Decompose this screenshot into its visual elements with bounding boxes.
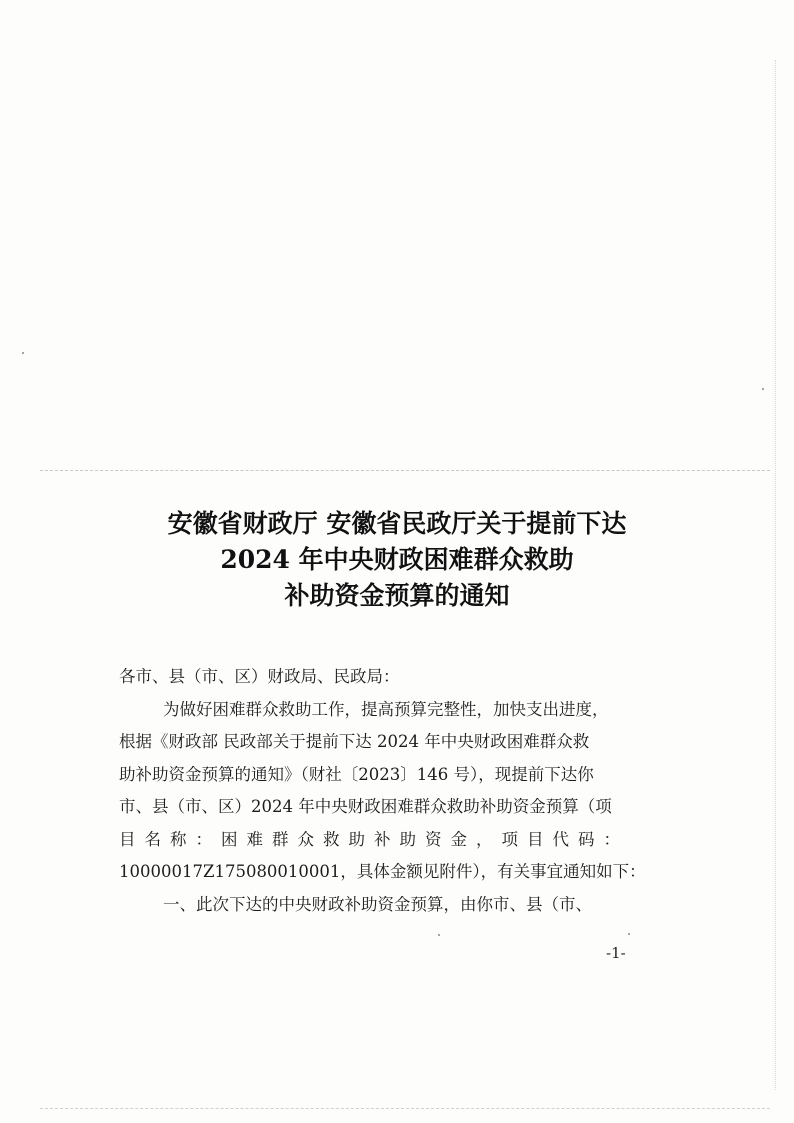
body-line-4: 市、县（市、区）2024 年中央财政困难群众救助补助资金预算（项 <box>119 797 612 816</box>
scan-speck <box>22 352 24 354</box>
scan-artifact-line <box>40 470 770 471</box>
body-line-5: 目名称：困难群众救助补助资金，项目代码： <box>119 829 629 849</box>
page-number: -1- <box>606 944 626 962</box>
body-line-6: 10000017Z175080010001，具体金额见附件），有关事宜通知如下： <box>119 862 646 881</box>
scan-speck <box>762 388 764 390</box>
title-line-2: 2024 年中央财政困难群众救助 <box>220 545 574 574</box>
body-line-3: 助补助资金预算的通知》（财社〔2023〕146 号），现提前下达你 <box>119 764 594 784</box>
body-paragraph <box>119 694 646 922</box>
body-line-7: 一、此次下达的中央财政补助资金预算，由你市、县（市、 <box>163 894 592 914</box>
scan-artifact-line <box>40 1108 770 1109</box>
scan-speck <box>438 934 440 936</box>
scan-speck <box>628 933 630 935</box>
body-line-2: 根据《财政部 民政部关于提前下达 2024 年中央财政困难群众救 <box>119 732 590 751</box>
title-line-1: 安徽省财政厅 安徽省民政厅关于提前下达 <box>167 509 627 538</box>
title-line-3: 补助资金预算的通知 <box>284 581 510 610</box>
salutation: 各市、县（市、区）财政局、民政局： <box>119 667 400 686</box>
document-body <box>119 661 646 921</box>
document-title <box>0 506 794 614</box>
body-line-1: 为做好困难群众救助工作，提高预算完整性，加快支出进度， <box>163 699 609 719</box>
